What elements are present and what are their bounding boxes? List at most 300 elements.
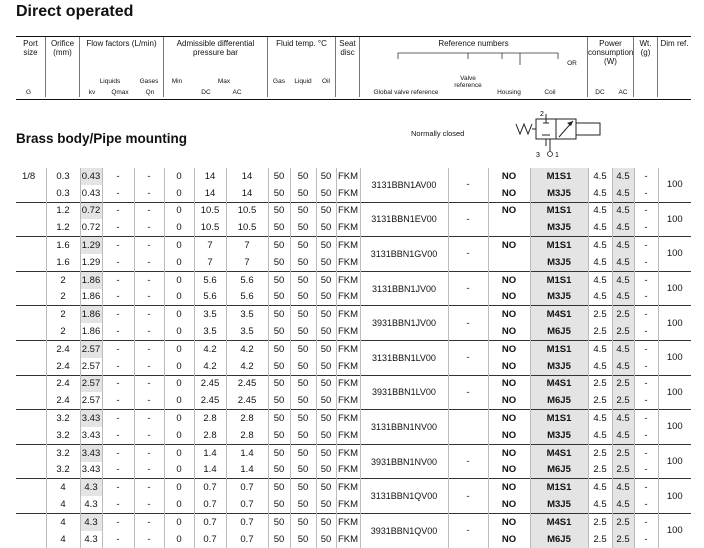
qn-cell: -: [134, 237, 164, 254]
seat-cell: FKM: [336, 358, 360, 375]
coil-cell: M1S1: [530, 202, 588, 219]
min-cell: 0: [164, 410, 194, 427]
header-pressure-label: Admissible differential pressure bar: [176, 39, 255, 57]
seat-cell: FKM: [336, 375, 360, 392]
port-cell: [16, 254, 46, 271]
global-ref-cell: 3931BBN1NV00: [360, 444, 448, 479]
liq-cell: 50: [290, 168, 316, 185]
ac-cell: 2.45: [226, 375, 268, 392]
oil-cell: 50: [316, 479, 336, 496]
oil-cell: 50: [316, 185, 336, 202]
header-or: OR: [567, 60, 577, 67]
housing-cell: NO: [488, 358, 530, 375]
valve-ref-cell: -: [448, 375, 488, 410]
qmax-cell: -: [102, 444, 134, 461]
liq-cell: 50: [290, 479, 316, 496]
weight-cell: -: [634, 462, 658, 479]
weight-cell: -: [634, 340, 658, 357]
dc-cell: 10.5: [194, 202, 226, 219]
qmax-cell: -: [102, 462, 134, 479]
liq-cell: 50: [290, 427, 316, 444]
oil-cell: 50: [316, 513, 336, 530]
seat-cell: FKM: [336, 254, 360, 271]
housing-cell: NO: [488, 168, 530, 185]
power-ac-cell: 4.5: [612, 254, 634, 271]
orifice-cell: 4: [46, 479, 80, 496]
dc-cell: 3.5: [194, 306, 226, 323]
power-dc-cell: 4.5: [588, 289, 612, 306]
valve-ref-cell: -: [448, 513, 488, 547]
kv-cell: 2.57: [80, 392, 102, 409]
liq-cell: 50: [290, 375, 316, 392]
seat-cell: FKM: [336, 219, 360, 236]
header-dim: [658, 37, 691, 97]
weight-cell: -: [634, 289, 658, 306]
weight-cell: -: [634, 254, 658, 271]
coil-cell: M3J5: [530, 289, 588, 306]
weight-cell: -: [634, 202, 658, 219]
power-dc-cell: 4.5: [588, 254, 612, 271]
qn-cell: -: [134, 168, 164, 185]
power-dc-cell: 4.5: [588, 168, 612, 185]
coil-cell: M4S1: [530, 513, 588, 530]
power-dc-cell: 4.5: [588, 202, 612, 219]
ac-cell: 3.5: [226, 323, 268, 340]
table-row: [16, 271, 691, 288]
table-row: [16, 306, 691, 323]
valve-ref-cell: -: [448, 306, 488, 341]
gas-cell: 50: [268, 392, 290, 409]
ac-cell: 5.6: [226, 289, 268, 306]
port-cell: [16, 358, 46, 375]
qn-cell: -: [134, 289, 164, 306]
qn-cell: -: [134, 306, 164, 323]
valve-ref-cell: -: [448, 479, 488, 514]
housing-cell: NO: [488, 289, 530, 306]
seat-cell: FKM: [336, 289, 360, 306]
dc-cell: 0.7: [194, 531, 226, 548]
qn-cell: -: [134, 340, 164, 357]
liq-cell: 50: [290, 237, 316, 254]
liq-cell: 50: [290, 392, 316, 409]
dc-cell: 2.45: [194, 392, 226, 409]
header-wt-label: Wt. (g): [639, 39, 652, 57]
orifice-cell: 4: [46, 496, 80, 513]
valve-ref-cell: -: [448, 168, 488, 202]
power-dc-cell: 2.5: [588, 306, 612, 323]
liq-cell: 50: [290, 306, 316, 323]
min-cell: 0: [164, 375, 194, 392]
table-row: [16, 531, 691, 548]
ac-cell: 7: [226, 237, 268, 254]
orifice-cell: 0.3: [46, 185, 80, 202]
oil-cell: 50: [316, 271, 336, 288]
orifice-cell: 2: [46, 306, 80, 323]
coil-cell: M4S1: [530, 444, 588, 461]
gas-cell: 50: [268, 427, 290, 444]
min-cell: 0: [164, 340, 194, 357]
power-ac-cell: 2.5: [612, 392, 634, 409]
power-dc-cell: 2.5: [588, 375, 612, 392]
weight-cell: -: [634, 513, 658, 530]
dim-ref-cell: 100: [658, 237, 691, 272]
table-header: [16, 37, 691, 99]
header-kv: kv: [88, 89, 96, 96]
weight-cell: -: [634, 410, 658, 427]
qmax-cell: -: [102, 340, 134, 357]
kv-cell: 4.3: [80, 513, 102, 530]
oil-cell: 50: [316, 219, 336, 236]
seat-cell: FKM: [336, 202, 360, 219]
header-housing: Housing: [497, 89, 521, 96]
seat-cell: FKM: [336, 185, 360, 202]
gas-cell: 50: [268, 202, 290, 219]
seat-cell: FKM: [336, 392, 360, 409]
gas-cell: 50: [268, 410, 290, 427]
ac-cell: 2.8: [226, 427, 268, 444]
dc-cell: 2.8: [194, 427, 226, 444]
gas-cell: 50: [268, 531, 290, 548]
normally-closed-label: Normally closed: [411, 129, 465, 138]
kv-cell: 4.3: [80, 479, 102, 496]
orifice-cell: 1.6: [46, 237, 80, 254]
orifice-cell: 4: [46, 513, 80, 530]
housing-cell: NO: [488, 340, 530, 357]
seat-cell: FKM: [336, 496, 360, 513]
qmax-cell: -: [102, 410, 134, 427]
oil-cell: 50: [316, 410, 336, 427]
header-qn: Qn: [145, 89, 155, 96]
dim-ref-cell: 100: [658, 375, 691, 410]
header-power: [588, 37, 634, 97]
weight-cell: -: [634, 479, 658, 496]
power-dc-cell: 4.5: [588, 237, 612, 254]
port-cell: [16, 513, 46, 530]
orifice-cell: 2: [46, 271, 80, 288]
gas-cell: 50: [268, 496, 290, 513]
kv-cell: 1.29: [80, 237, 102, 254]
dc-cell: 1.4: [194, 444, 226, 461]
min-cell: 0: [164, 513, 194, 530]
oil-cell: 50: [316, 392, 336, 409]
header-global-ref: Global valve reference: [373, 89, 439, 96]
global-ref-cell: 3131BBN1GV00: [360, 237, 448, 272]
qn-cell: -: [134, 531, 164, 548]
kv-cell: 2.57: [80, 358, 102, 375]
orifice-cell: 2: [46, 323, 80, 340]
oil-cell: 50: [316, 496, 336, 513]
kv-cell: 1.86: [80, 271, 102, 288]
coil-cell: M6J5: [530, 462, 588, 479]
qn-cell: -: [134, 358, 164, 375]
table-row: [16, 496, 691, 513]
dc-cell: 7: [194, 237, 226, 254]
orifice-cell: 4: [46, 531, 80, 548]
port-cell: [16, 427, 46, 444]
coil-cell: M3J5: [530, 496, 588, 513]
kv-cell: 3.43: [80, 427, 102, 444]
weight-cell: -: [634, 531, 658, 548]
table-row: [16, 358, 691, 375]
power-ac-cell: 4.5: [612, 237, 634, 254]
port-cell: 1/8: [16, 168, 46, 185]
header-flow-gases: Gases: [139, 78, 159, 85]
liq-cell: 50: [290, 185, 316, 202]
housing-cell: NO: [488, 444, 530, 461]
seat-cell: FKM: [336, 427, 360, 444]
gas-cell: 50: [268, 254, 290, 271]
valve-table: [16, 168, 691, 548]
header-port-label: Port size: [23, 39, 38, 57]
table-row: [16, 340, 691, 357]
gas-cell: 50: [268, 340, 290, 357]
power-ac-cell: 4.5: [612, 358, 634, 375]
oil-cell: 50: [316, 531, 336, 548]
min-cell: 0: [164, 168, 194, 185]
page-title: Direct operated: [16, 3, 134, 20]
orifice-cell: 3.2: [46, 410, 80, 427]
gas-cell: 50: [268, 375, 290, 392]
section-title: Brass body/Pipe mounting: [16, 131, 188, 146]
valve-ref-cell: -: [448, 237, 488, 272]
power-ac-cell: 4.5: [612, 289, 634, 306]
dim-ref-cell: 100: [658, 340, 691, 375]
qmax-cell: -: [102, 168, 134, 185]
housing-cell: [488, 254, 530, 271]
port-cell: [16, 306, 46, 323]
table-row: [16, 202, 691, 219]
power-ac-cell: 4.5: [612, 410, 634, 427]
oil-cell: 50: [316, 427, 336, 444]
kv-cell: 4.3: [80, 531, 102, 548]
orifice-cell: 0.3: [46, 168, 80, 185]
ac-cell: 0.7: [226, 513, 268, 530]
oil-cell: 50: [316, 323, 336, 340]
dc-cell: 2.45: [194, 375, 226, 392]
power-ac-cell: 4.5: [612, 202, 634, 219]
gas-cell: 50: [268, 358, 290, 375]
port-cell: [16, 444, 46, 461]
liq-cell: 50: [290, 202, 316, 219]
liq-cell: 50: [290, 444, 316, 461]
qmax-cell: -: [102, 513, 134, 530]
valve-ref-cell: -: [448, 340, 488, 375]
qn-cell: -: [134, 479, 164, 496]
min-cell: 0: [164, 289, 194, 306]
global-ref-cell: 3131BBN1JV00: [360, 271, 448, 306]
power-dc-cell: 2.5: [588, 323, 612, 340]
dim-ref-cell: 100: [658, 513, 691, 547]
power-ac-cell: 2.5: [612, 513, 634, 530]
weight-cell: -: [634, 496, 658, 513]
power-ac-cell: 4.5: [612, 427, 634, 444]
port-3-label: 3: [536, 152, 540, 159]
gas-cell: 50: [268, 168, 290, 185]
min-cell: 0: [164, 462, 194, 479]
min-cell: 0: [164, 479, 194, 496]
orifice-cell: 1.2: [46, 219, 80, 236]
oil-cell: 50: [316, 306, 336, 323]
weight-cell: -: [634, 237, 658, 254]
ac-cell: 4.2: [226, 358, 268, 375]
qn-cell: -: [134, 496, 164, 513]
header-gas: Gas: [273, 78, 285, 85]
ac-cell: 2.45: [226, 392, 268, 409]
qmax-cell: -: [102, 323, 134, 340]
orifice-cell: 2: [46, 289, 80, 306]
power-dc-cell: 4.5: [588, 271, 612, 288]
header-port: [16, 37, 46, 97]
power-ac-cell: 2.5: [612, 375, 634, 392]
table-row: [16, 513, 691, 530]
oil-cell: 50: [316, 202, 336, 219]
liq-cell: 50: [290, 323, 316, 340]
oil-cell: 50: [316, 168, 336, 185]
port-cell: [16, 531, 46, 548]
gas-cell: 50: [268, 185, 290, 202]
table-row: [16, 219, 691, 236]
header-min: Min: [171, 78, 183, 85]
table-row: [16, 427, 691, 444]
oil-cell: 50: [316, 462, 336, 479]
oil-cell: 50: [316, 289, 336, 306]
coil-cell: M6J5: [530, 323, 588, 340]
table-row: [16, 185, 691, 202]
gas-cell: 50: [268, 271, 290, 288]
table-row: [16, 479, 691, 496]
port-cell: [16, 410, 46, 427]
seat-cell: FKM: [336, 410, 360, 427]
port-cell: [16, 219, 46, 236]
kv-cell: 0.72: [80, 219, 102, 236]
min-cell: 0: [164, 219, 194, 236]
housing-cell: NO: [488, 323, 530, 340]
header-seat-label: Seat disc: [339, 39, 356, 57]
weight-cell: -: [634, 168, 658, 185]
global-ref-cell: 3131BBN1LV00: [360, 340, 448, 375]
power-dc-cell: 4.5: [588, 219, 612, 236]
power-dc-cell: 4.5: [588, 410, 612, 427]
gas-cell: 50: [268, 219, 290, 236]
seat-cell: FKM: [336, 340, 360, 357]
qmax-cell: -: [102, 392, 134, 409]
ac-cell: 7: [226, 254, 268, 271]
power-dc-cell: 4.5: [588, 185, 612, 202]
ac-cell: 2.8: [226, 410, 268, 427]
header-temp: [268, 37, 336, 97]
kv-cell: 1.86: [80, 289, 102, 306]
port-cell: [16, 237, 46, 254]
dim-ref-cell: 100: [658, 479, 691, 514]
qn-cell: -: [134, 462, 164, 479]
coil-cell: M1S1: [530, 479, 588, 496]
housing-cell: NO: [488, 185, 530, 202]
table-row: [16, 254, 691, 271]
qn-cell: -: [134, 271, 164, 288]
gas-cell: 50: [268, 237, 290, 254]
kv-cell: 2.57: [80, 375, 102, 392]
min-cell: 0: [164, 444, 194, 461]
seat-cell: FKM: [336, 323, 360, 340]
dim-ref-cell: 100: [666, 179, 683, 191]
kv-cell: 0.43: [80, 185, 102, 202]
table-row: [16, 392, 691, 409]
qn-cell: -: [134, 185, 164, 202]
min-cell: 0: [164, 496, 194, 513]
header-pressure: [164, 37, 268, 97]
ac-cell: 14: [226, 168, 268, 185]
coil-cell: M3J5: [530, 427, 588, 444]
coil-cell: M3J5: [530, 254, 588, 271]
dim-ref-cell: 100: [658, 271, 691, 306]
qmax-cell: -: [102, 185, 134, 202]
weight-cell: -: [634, 306, 658, 323]
qmax-cell: -: [102, 237, 134, 254]
kv-cell: 0.43: [80, 168, 102, 185]
header-refnums-label: Reference numbers: [438, 39, 509, 48]
header-valve-ref: Valve reference: [454, 75, 482, 89]
kv-cell: 4.3: [80, 496, 102, 513]
liq-cell: 50: [290, 340, 316, 357]
coil-cell: M3J5: [530, 185, 588, 202]
oil-cell: 50: [316, 375, 336, 392]
orifice-cell: 2.4: [46, 375, 80, 392]
housing-cell: NO: [488, 462, 530, 479]
seat-cell: FKM: [336, 237, 360, 254]
table-row: [16, 323, 691, 340]
oil-cell: 50: [316, 237, 336, 254]
port-1-label: 1: [555, 152, 559, 159]
liq-cell: 50: [290, 531, 316, 548]
port-cell: [16, 271, 46, 288]
housing-cell: NO: [488, 237, 530, 254]
valve-symbol-icon: [512, 110, 604, 162]
weight-cell: -: [634, 185, 658, 202]
housing-cell: NO: [488, 496, 530, 513]
dc-cell: 5.6: [194, 289, 226, 306]
min-cell: 0: [164, 358, 194, 375]
ac-cell: 3.5: [226, 306, 268, 323]
seat-cell: FKM: [336, 271, 360, 288]
header-power-label: Power consumption (W): [588, 39, 634, 66]
weight-cell: -: [634, 444, 658, 461]
qn-cell: -: [134, 202, 164, 219]
kv-cell: 3.43: [80, 410, 102, 427]
power-ac-cell: 2.5: [612, 531, 634, 548]
dc-cell: 7: [194, 254, 226, 271]
power-dc-cell: 2.5: [588, 531, 612, 548]
kv-cell: 2.57: [80, 340, 102, 357]
ac-cell: 1.4: [226, 444, 268, 461]
qmax-cell: -: [102, 306, 134, 323]
valve-ref-cell: [448, 410, 488, 445]
dc-cell: 14: [194, 185, 226, 202]
dc-cell: 5.6: [194, 271, 226, 288]
seat-cell: FKM: [336, 479, 360, 496]
dc-cell: 4.2: [194, 340, 226, 357]
header-temp-label: Fluid temp. °C: [276, 39, 327, 48]
gas-cell: 50: [268, 444, 290, 461]
gas-cell: 50: [268, 306, 290, 323]
seat-cell: FKM: [336, 462, 360, 479]
min-cell: 0: [164, 427, 194, 444]
global-ref-cell: 3931BBN1LV00: [360, 375, 448, 410]
port-cell: [16, 375, 46, 392]
min-cell: 0: [164, 185, 194, 202]
qn-cell: -: [134, 375, 164, 392]
qmax-cell: -: [102, 202, 134, 219]
qmax-cell: -: [102, 531, 134, 548]
